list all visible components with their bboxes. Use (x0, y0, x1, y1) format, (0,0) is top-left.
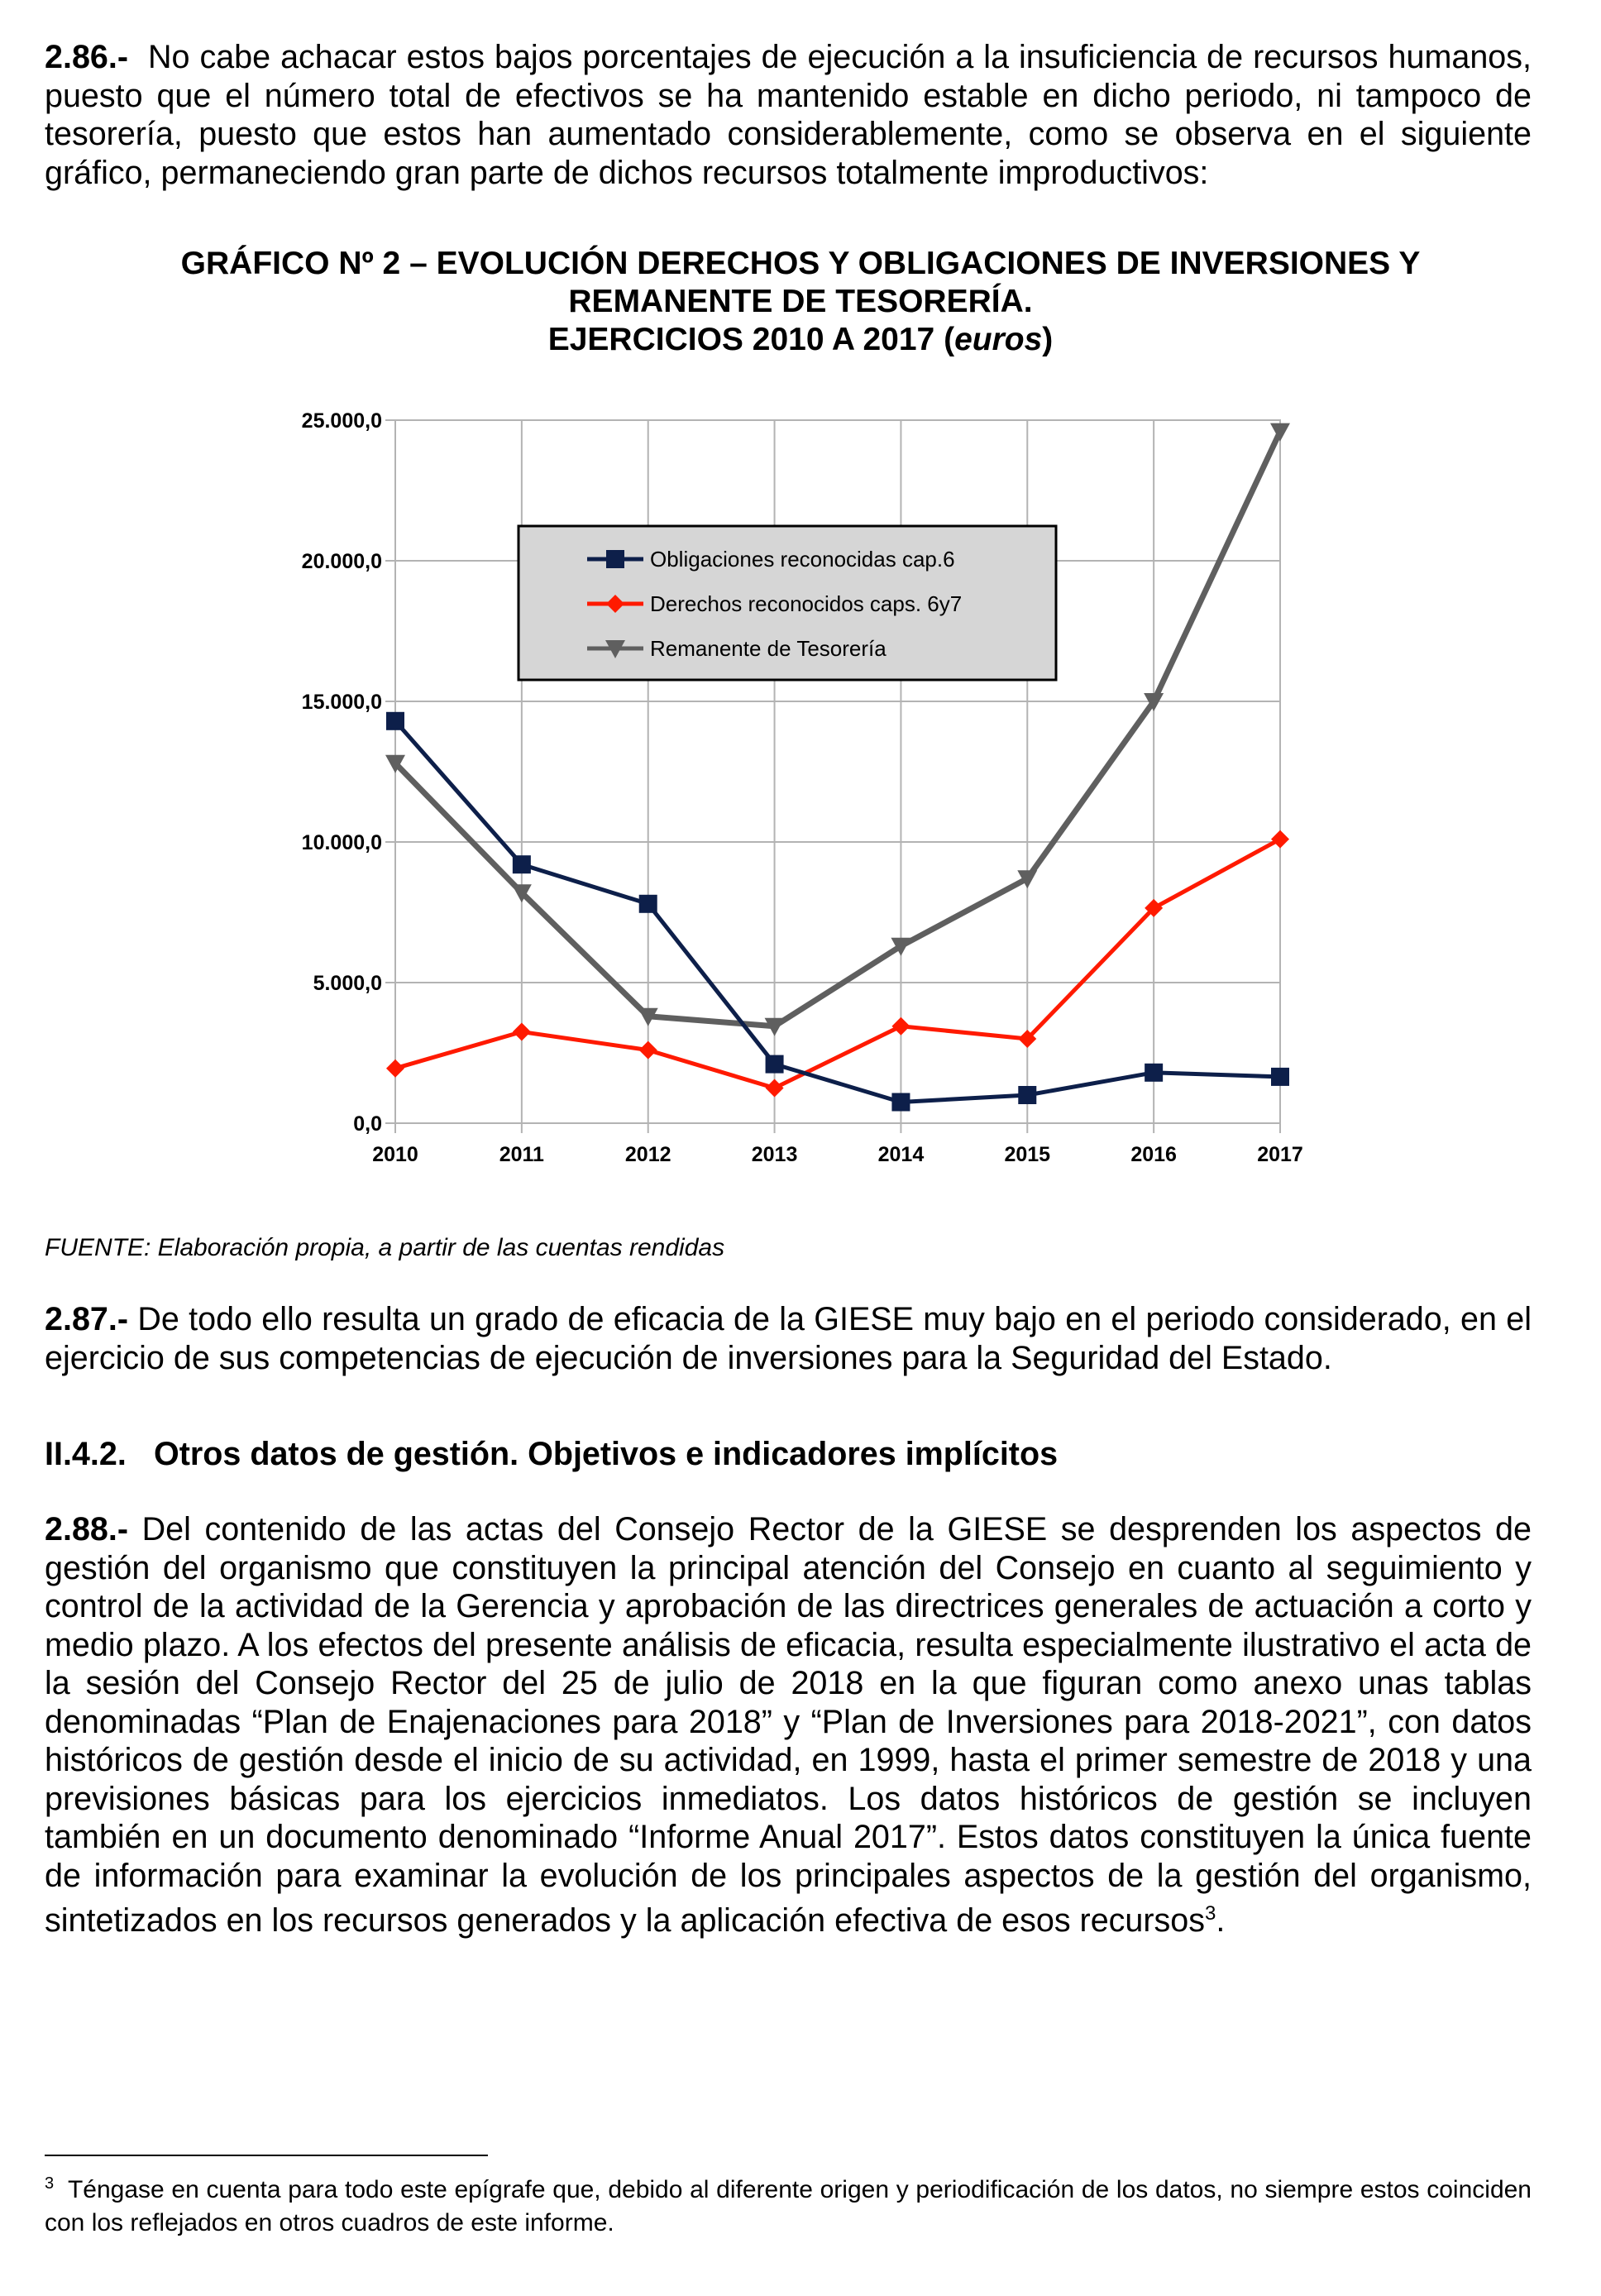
data-point (386, 1060, 404, 1078)
section-title: Otros datos de gestión. Objetivos e indicadores implícitos (154, 1436, 1059, 1472)
series-line (395, 432, 1280, 1026)
data-point (639, 1041, 657, 1060)
legend-label: Derechos reconocidos caps. 6y7 (650, 591, 963, 616)
data-point (1271, 830, 1289, 849)
paragraph-number: 2.86.- (45, 39, 129, 75)
data-point (1271, 1068, 1289, 1086)
legend-label: Remanente de Tesorería (650, 636, 887, 661)
data-point (606, 550, 624, 568)
series-line (395, 839, 1280, 1088)
data-point (891, 1017, 910, 1036)
footnote-text: Téngase en cuenta para todo este epígrafe que, debido al diferente origen y periodificación de los datos, no siempre estos coinciden con los reflejados en otros cuadros de este informe. (45, 2176, 1532, 2236)
x-tick-label: 2014 (877, 1143, 925, 1166)
x-tick-label: 2013 (751, 1143, 798, 1166)
series-line (395, 721, 1280, 1103)
paragraph-text: Del contenido de las actas del Consejo Rector de la GIESE se desprenden los aspectos de gestión del organismo que constituyen la principal atención del Consejo en cuanto al seguimiento y control de la actividad de la Gerencia y aprobación de las directrices generales de actuación a corto y medio plazo. A los efectos del presente análisis de eficacia, resulta especialmente ilustrativo el acta de la sesión del Consejo Rector del 25 de julio de 2018 en la que figuran como anexo unas tablas denominadas “Plan de Enajenaciones para 2018” y “Plan de Inversiones para 2018-2021”, con datos históricos de gestión desde el inicio de su actividad, en 1999, hasta el primer semestre de 2018 y una previsiones básicas para los ejercicios inmediatos. Los datos históricos de gestión se incluyen también en un documento denominado “Informe Anual 2017”. Estos datos constituyen la única fuente de información para examinar la evolución de los principales aspectos de la gestión del organismo, sintetizados en los recursos generados y la aplicación efectiva de esos recursos (45, 1511, 1532, 1940)
data-point (386, 712, 404, 730)
y-tick-label: 0,0 (353, 1112, 382, 1136)
chart-source: FUENTE: Elaboración propia, a partir de las cuentas rendidas (45, 1234, 725, 1261)
chart-title-line-1: GRÁFICO Nº 2 – EVOLUCIÓN DERECHOS Y OBLIGACIONES DE INVERSIONES Y (180, 246, 1421, 281)
x-tick-label: 2012 (624, 1143, 671, 1166)
chart-title-line-2: REMANENTE DE TESORERÍA. (568, 284, 1033, 319)
footnote-rule (45, 2155, 488, 2156)
y-tick-label: 25.000,0 (301, 409, 382, 433)
footnote (45, 2167, 1532, 2240)
data-point (1018, 1086, 1036, 1104)
footnote-reference: 3 (1205, 1902, 1216, 1925)
data-point (766, 1055, 784, 1074)
paragraph-number: 2.88.- (45, 1511, 129, 1547)
x-tick-label: 2017 (1257, 1143, 1303, 1166)
data-point (513, 1023, 531, 1041)
x-tick-label: 2016 (1130, 1143, 1177, 1166)
paragraph-2-88: 2.88.- Del contenido de las actas del Consejo Rector de la GIESE se desprenden los aspectos de gestión del organismo que constituyen la principal atención del Consejo en cuanto al seguimiento y control de la actividad de la Gerencia y aprobación de las directrices generales de actuación a corto y medio plazo. A los efectos del presente análisis de eficacia, resulta especialmente ilustrativo el acta de la sesión del Consejo Rector del 25 de julio de 2018 en la que figuran como anexo unas tablas denominadas “Plan de Enajenaciones para 2018” y “Plan de Inversiones para 2018-2021”, con datos históricos de gestión desde el inicio de su actividad, en 1999, hasta el primer semestre de 2018 y una previsiones básicas para los ejercicios inmediatos. Los datos históricos de gestión se incluyen también en un documento denominado “Informe Anual 2017”. Estos datos constituyen la única fuente de información para examinar la evolución de los principales aspectos de la gestión del organismo, sintetizados en los recursos generados y la aplicación efectiva de esos recursos$^3$. (45, 1511, 1532, 1940)
y-tick-label: 15.000,0 (301, 691, 382, 714)
paragraph-2-87 (45, 1300, 1532, 1377)
section-heading (45, 1436, 1058, 1473)
chart-legend (519, 526, 1056, 680)
data-point (1270, 423, 1290, 442)
data-point (891, 1093, 910, 1112)
data-point (513, 855, 531, 873)
data-point (766, 1079, 784, 1098)
section-number: II.4.2. (45, 1436, 127, 1472)
x-tick-label: 2011 (499, 1143, 544, 1166)
y-tick-label: 20.000,0 (301, 550, 382, 573)
y-tick-label: 10.000,0 (301, 831, 382, 854)
x-tick-label: 2010 (372, 1143, 418, 1166)
paragraph-text: No cabe achacar estos bajos porcentajes de ejecución a la insuficiencia de recursos humanos, puesto que el número total de efectivos se ha mantenido estable en dicho periodo, ni tampoco de tesorería, puesto que estos han aumentado considerablemente, como se observa en el siguiente gráfico, permaneciendo gran parte de dichos recursos totalmente improductivos: (45, 39, 1532, 191)
paragraph-number: 2.87.- (45, 1301, 129, 1337)
x-tick-label: 2015 (1004, 1143, 1051, 1166)
footnote-mark: 3 (45, 2174, 55, 2193)
chart-title-line-3: EJERCICIOS 2010 A 2017 (euros) (547, 322, 1054, 357)
legend-label: Obligaciones reconocidas cap.6 (650, 547, 955, 572)
data-point (1145, 1064, 1163, 1082)
paragraph-text: De todo ello resulta un grado de eficacia de la GIESE muy bajo en el periodo considerado, en el ejercicio de sus competencias de ejecución de inversiones para la Seguridad del Estado. (45, 1301, 1532, 1376)
data-point (639, 895, 657, 913)
y-tick-label: 5.000,0 (313, 972, 382, 995)
